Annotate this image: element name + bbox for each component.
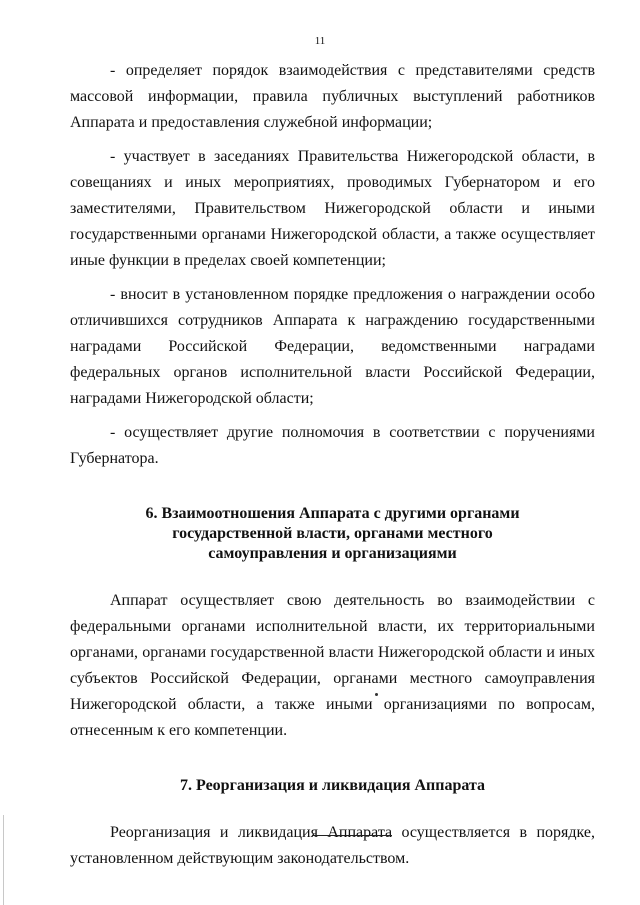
section-6-heading-line-2: государственной власти, органами местного — [172, 525, 493, 542]
document-body — [70, 58, 595, 872]
paragraph-other-powers: - осуществляет другие полномочия в соответствии с поручениями Губернатора. — [70, 424, 595, 467]
page-number: 11 — [314, 35, 326, 47]
paragraph-awards-proposals: - вносит в установленном порядке предложения о награждении особо отличившихся сотрудников Аппарата к награждению государственными наградами Российской Федерации, ведомственными наградами федеральных органов исполнительной власти Российской Федерации, наградами Нижегородской области; — [70, 286, 595, 407]
section-6-heading — [70, 504, 595, 564]
section-7-heading: 7. Реорганизация и ликвидация Аппарата — [180, 777, 485, 794]
section-6-body: Аппарат осуществляет свою деятельность во взаимодействии с федеральными органами исполнительной власти, их территориальными органами, органами государственной власти Нижегородской области и иных субъектов Российской Федерации, органами местного самоуправления Нижегородской области, а также иными организациями по вопросам, отнесенным к его компетенции. — [70, 592, 595, 739]
section-6-heading-line-3: самоуправления и организациями — [208, 545, 457, 562]
section-6-heading-line-1: 6. Взаимоотношения Аппарата с другими органами — [145, 505, 520, 522]
end-of-document-line — [312, 835, 392, 836]
scan-edge-mark — [3, 815, 4, 905]
paragraph-meetings-participation: - участвует в заседаниях Правительства Нижегородской области, в совещаниях и иных мероприятиях, проводимых Губернатором и его заместителями, Правительством Нижегородской области и иными государственными органами Нижегородской области, а также осуществляет иные функции в пределах своей компетенции; — [70, 148, 595, 269]
paragraph-media-interaction: - определяет порядок взаимодействия с представителями средств массовой информации, правила публичных выступлений работников Аппарата и предоставления служебной информации; — [70, 62, 595, 131]
stray-dot-mark — [375, 693, 378, 696]
section-7-body: Реорганизация и ликвидация Аппарата осуществляется в порядке, установленном действующим законодательством. — [70, 824, 595, 867]
